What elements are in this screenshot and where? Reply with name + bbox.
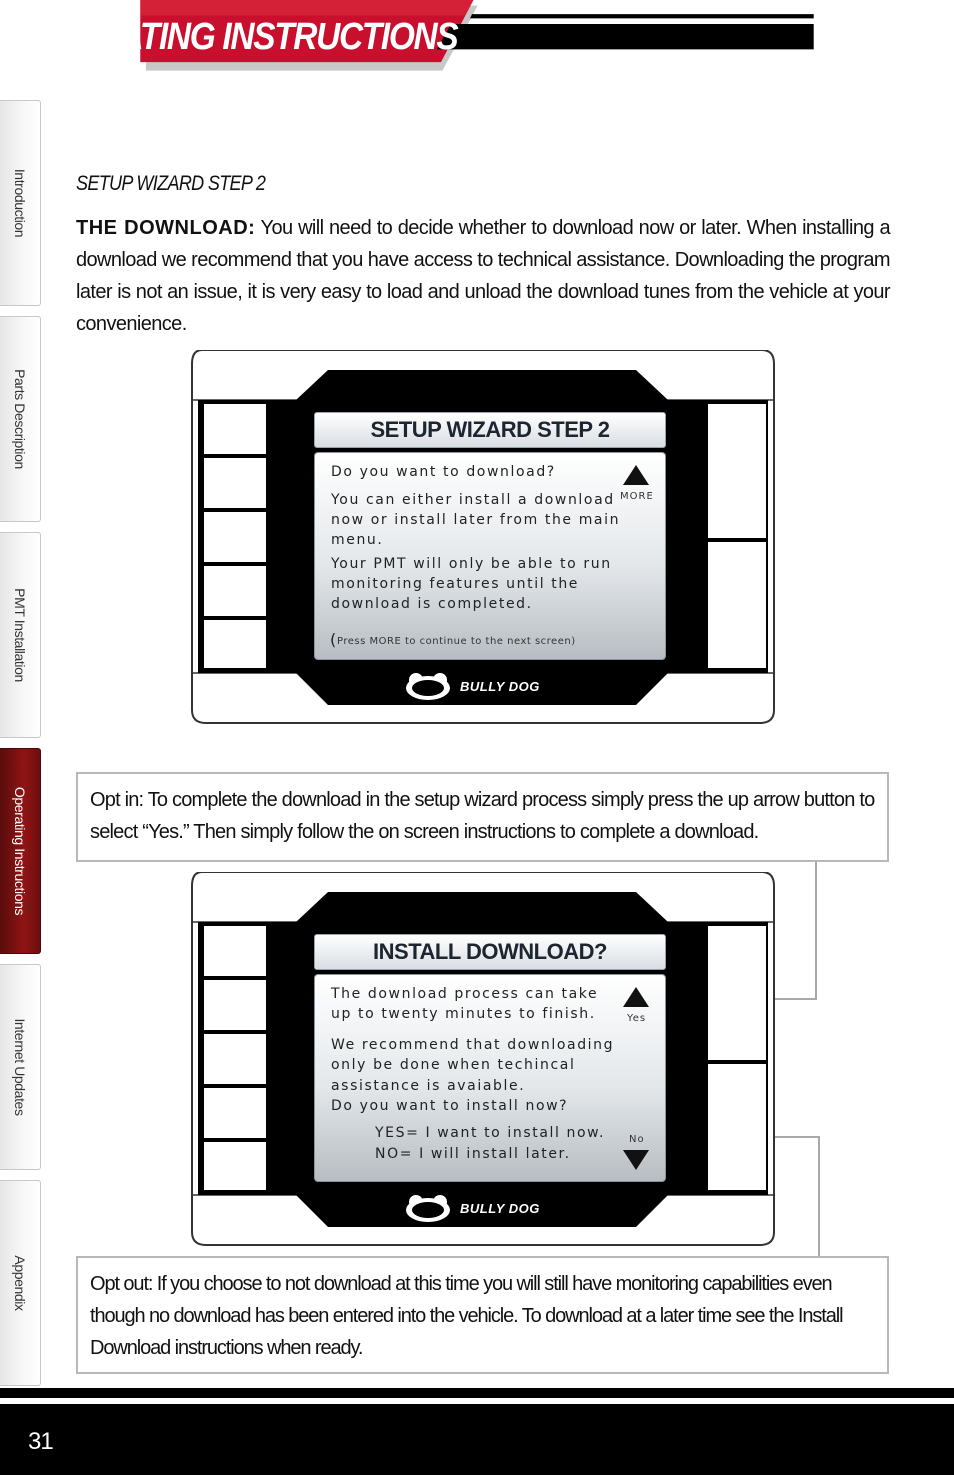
footer-rule: [0, 1388, 954, 1398]
tab-label: Internet Updates: [12, 1018, 28, 1116]
screen-hint: Press MORE to continue to the next screen): [337, 636, 576, 647]
device-install-download: [190, 872, 775, 1246]
tab-label: Parts Description: [12, 369, 28, 469]
section-subhead: SETUP WIZARD STEP 2: [76, 172, 266, 195]
tab-label: Operating Instructions: [12, 786, 28, 916]
screen-title: SETUP WIZARD STEP 2: [314, 412, 666, 448]
arrow-down-icon[interactable]: [623, 1150, 649, 1170]
tab-introduction[interactable]: [0, 100, 41, 306]
screen-option-yes: YES= I want to install now.: [375, 1125, 605, 1141]
lead-text: You will need to decide whether to download now or later. When installing a download we recommend that you have access to technical assistance. Downloading the program later is not an issue, it is very easy to load and unload the download tunes from the vehicle at your convenience.: [76, 217, 890, 335]
intro-paragraph: [76, 212, 890, 340]
tab-label: Appendix: [12, 1255, 28, 1311]
screen-line: only be done when techincal: [331, 1057, 576, 1073]
connector-line: [815, 862, 817, 1000]
brand-logo: BULLY DOG: [460, 679, 540, 694]
tab-parts-description[interactable]: [0, 316, 41, 522]
screen-hint-paren: (: [330, 630, 337, 649]
screen-line: monitoring features until the: [331, 576, 580, 592]
screen-line: download is completed.: [331, 596, 533, 612]
page-title: OPERATING INSTRUCTIONS: [30, 16, 458, 58]
screen-line: We recommend that downloading: [331, 1037, 615, 1053]
screen-option-no: NO= I will install later.: [375, 1146, 571, 1162]
screen-line: now or install later from the main: [331, 512, 621, 528]
screen-body: [314, 452, 666, 660]
tab-label: Introduction: [12, 168, 28, 238]
tab-internet-updates[interactable]: [0, 964, 41, 1170]
screen-line: You can either install a download: [331, 492, 615, 508]
screen-question: Do you want to download?: [331, 464, 556, 480]
no-label: No: [629, 1134, 645, 1145]
yes-label: Yes: [627, 1013, 647, 1024]
opt-in-note: Opt in: To complete the download in the setup wizard process simply press the up arrow button to select “Yes.” Then simply follow the on screen instructions to complete a download.: [76, 772, 889, 862]
screen-line: Do you want to install now?: [331, 1098, 569, 1114]
screen-line: The download process can take: [331, 986, 599, 1002]
connector-line: [818, 1136, 820, 1258]
more-label: MORE: [620, 491, 654, 502]
screen-line: menu.: [331, 532, 384, 548]
screen-line: up to twenty minutes to finish.: [331, 1006, 596, 1022]
tab-label: PMT Installation: [12, 588, 28, 682]
tab-appendix[interactable]: [0, 1180, 41, 1386]
tab-pmt-installation[interactable]: [0, 532, 41, 738]
brand-logo: BULLY DOG: [460, 1201, 540, 1216]
footer-bar: [0, 1404, 954, 1475]
opt-out-note: Opt out: If you choose to not download at this time you will still have monitoring capabilities even though no download has been entered into the vehicle. To download at a later time see the Install Download instructions when ready.: [76, 1256, 889, 1374]
screen-body: [314, 974, 666, 1182]
tab-operating-instructions[interactable]: [0, 748, 41, 954]
device-setup-wizard: [190, 350, 775, 724]
arrow-up-icon[interactable]: [623, 465, 649, 485]
page-number: 31: [28, 1428, 53, 1455]
screen-title: INSTALL DOWNLOAD?: [314, 934, 666, 970]
arrow-up-icon[interactable]: [623, 987, 649, 1007]
lead-label: THE DOWNLOAD:: [76, 217, 256, 239]
screen-line: Your PMT will only be able to run: [331, 556, 612, 572]
screen-line: assistance is avaiable.: [331, 1078, 526, 1094]
